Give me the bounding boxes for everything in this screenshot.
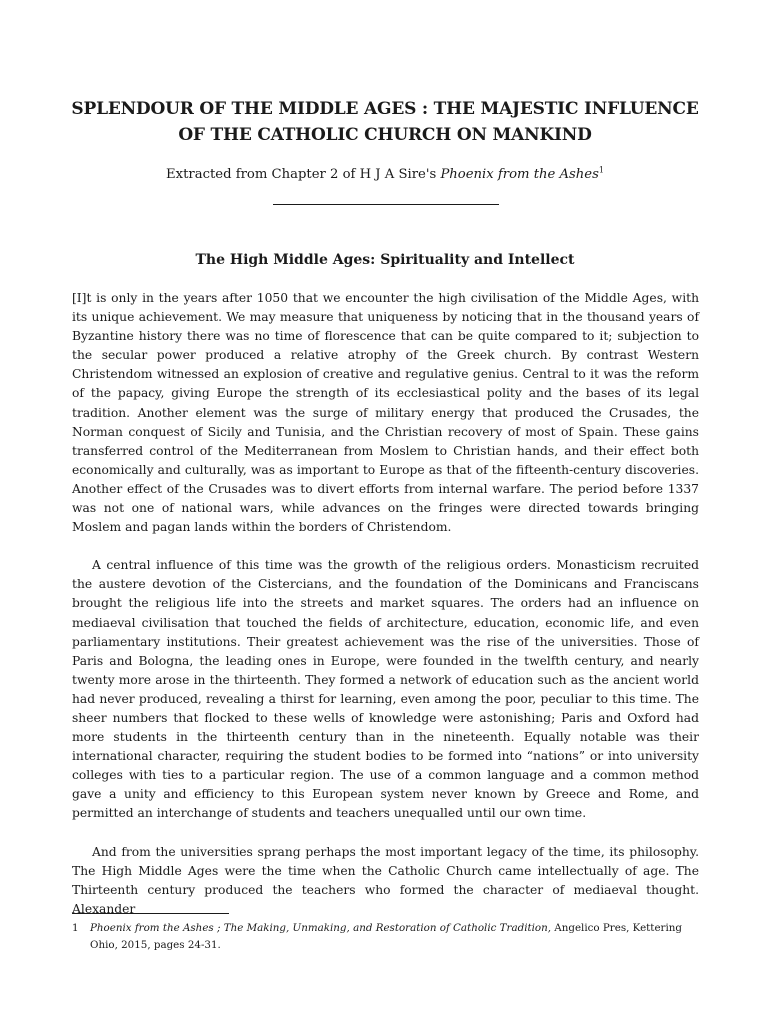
document-subtitle xyxy=(60,165,710,185)
paragraph-2: A central influence of this time was the growth of the religious orders. Monasticism recruited the austere devotion of the Cistercians, and the foundation of the Dominicans and Franciscans brought the religious life into the streets and market squares. The orders had an influence on mediaeval civilisation that touched the fields of architecture, education, economic life, and even parliamentary institutions. Their greatest achievement was the rise of the universities. Those of Paris and Bologna, the leading ones in Europe, were founded in the twelfth century, and nearly twenty more arose in the thirteenth. They formed a network of education such as the ancient world had never produced, revealing a thirst for learning, even among the poor, peculiar to this time. The sheer numbers that flocked to these wells of knowledge were astonishing; Paris and Oxford had more students in the thirteenth century than in the nineteenth. Equally notable was their international character, requiring the student bodies to be formed into “nations” or into university colleges with ties to a particular region. The use of a common language and a common method gave a unity and efficiency to this European system never known by Greece and Rome, and permitted an interchange of students and teachers unequalled until our own time. xyxy=(72,558,699,821)
paragraph-3: And from the universities sprang perhaps the most important legacy of the time, its philosophy. The High Middle Ages were the time when the Catholic Church came intellectually of age. The Thirteenth century produced the teachers who formed the character of mediaeval thought. Alexander xyxy=(72,844,699,916)
footnote-reference[interactable]: 1 xyxy=(598,165,604,175)
title-divider xyxy=(273,204,499,205)
document-title: SPLENDOUR OF THE MIDDLE AGES : THE MAJESTIC INFLUENCE OF THE CATHOLIC CHURCH ON MANKIND xyxy=(71,99,699,145)
section-heading: The High Middle Ages: Spirituality and Intellect xyxy=(195,252,575,268)
footnote-text xyxy=(90,920,699,954)
paragraph-1: [I]t is only in the years after 1050 that we encounter the high civilisation of the Middle Ages, with its unique achievement. We may measure that uniqueness by noticing that in the thousand years of Byzantine history there was no time of florescence that can be quite compared to it; subjection to the secular power produced a relative atrophy of the Greek church. By contrast Western Christendom witnessed an explosion of creative and regulative genius. Central to it was the reform of the papacy, giving Europe the strength of its ecclesiastical polity and the bases of its legal tradition. Another element was the surge of military energy that produced the Crusades, the Norman conquest of Sicily and Tunisia, and the Christian recovery of most of Spain. These gains transferred control of the Mediterranean from Moslem to Christian hands, and their effect both economically and culturally, was as important to Europe as that of the fifteenth-century discoveries. Another effect of the Crusades was to divert efforts from internal warfare. The period before 1337 was not one of national wars, while advances on the fringes were directed towards bringing Moslem and pagan lands within the borders of Christendom. xyxy=(72,291,699,535)
body-text xyxy=(72,289,699,938)
footnote-number: 1 xyxy=(72,922,79,934)
footnote-publication: Angelico Pres, Kettering Ohio, 2015, pages 24-31. xyxy=(90,922,682,951)
subtitle-prefix: Extracted from Chapter 2 of H J A Sire's xyxy=(166,167,441,182)
footnote xyxy=(72,920,699,954)
footnote-divider xyxy=(72,913,229,914)
subtitle-book-title: Phoenix from the Ashes xyxy=(440,167,599,182)
footnote-book-title: Phoenix from the Ashes ; The Making, Unmaking, and Restoration of Catholic Tradition, xyxy=(90,922,552,934)
